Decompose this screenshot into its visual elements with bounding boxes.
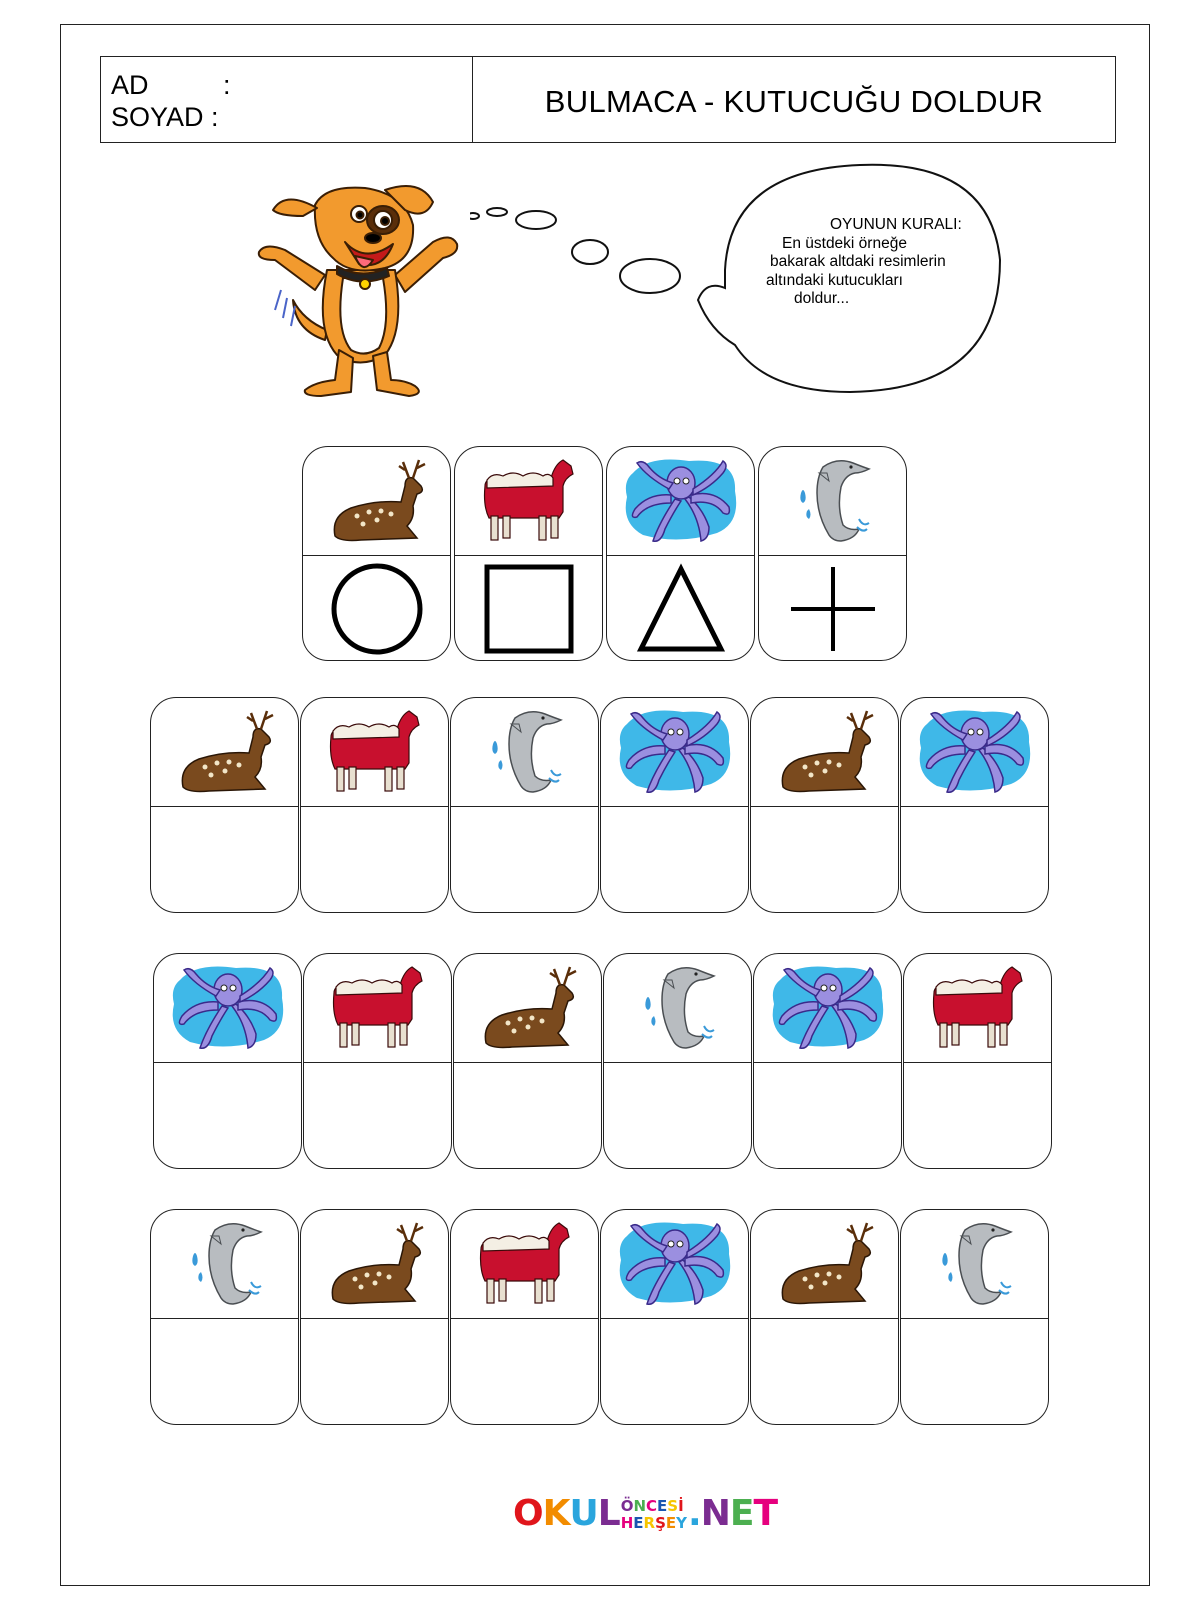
puzzle-picture xyxy=(154,954,301,1063)
answer-box[interactable] xyxy=(154,1063,301,1169)
answer-box[interactable] xyxy=(601,807,748,913)
answer-box[interactable] xyxy=(904,1063,1051,1169)
legend-picture xyxy=(303,447,450,556)
puzzle-row-1 xyxy=(150,697,1050,913)
answer-box[interactable] xyxy=(151,1319,298,1425)
deer-icon xyxy=(319,1219,431,1309)
answer-box[interactable] xyxy=(451,807,598,913)
worksheet-header xyxy=(100,56,1116,143)
puzzle-row-2 xyxy=(153,953,1053,1169)
answer-box[interactable] xyxy=(901,1319,1048,1425)
answer-box[interactable] xyxy=(601,1319,748,1425)
deer-icon xyxy=(472,963,584,1053)
puzzle-card-deer xyxy=(150,697,299,913)
triangle-shape-icon xyxy=(633,561,729,657)
dog-mascot-icon xyxy=(255,180,465,402)
answer-box[interactable] xyxy=(151,807,298,913)
logo-bottom: H E R Ş E Y xyxy=(620,1514,688,1532)
legend-card-llama xyxy=(454,446,603,661)
puzzle-picture xyxy=(601,1210,748,1319)
legend-key xyxy=(302,446,910,661)
puzzle-row-3 xyxy=(150,1209,1050,1425)
deer-icon xyxy=(169,707,281,797)
puzzle-card-deer xyxy=(453,953,602,1169)
puzzle-card-deer xyxy=(750,697,899,913)
answer-box[interactable] xyxy=(301,807,448,913)
puzzle-picture xyxy=(751,1210,898,1319)
answer-box[interactable] xyxy=(754,1063,901,1169)
game-rule xyxy=(766,216,1016,309)
puzzle-picture xyxy=(901,698,1048,807)
llama-icon xyxy=(922,963,1034,1053)
rule-line-1: En üstdeki örneğe xyxy=(782,234,907,252)
dolphin-icon xyxy=(485,704,565,800)
puzzle-card-dolphin xyxy=(603,953,752,1169)
worksheet-title: BULMACA - KUTUCUĞU DOLDUR xyxy=(544,83,1044,119)
puzzle-picture xyxy=(754,954,901,1063)
puzzle-card-deer xyxy=(750,1209,899,1425)
puzzle-picture xyxy=(601,698,748,807)
square-shape-icon xyxy=(481,561,577,657)
logo-part-okul: O K U L xyxy=(513,1493,620,1534)
dolphin-icon xyxy=(185,1216,265,1312)
puzzle-card-octopus xyxy=(753,953,902,1169)
puzzle-picture xyxy=(151,698,298,807)
logo-top: Ö N C E S İ xyxy=(620,1497,684,1515)
puzzle-picture xyxy=(454,954,601,1063)
puzzle-card-deer xyxy=(300,1209,449,1425)
rule-line-2: bakarak altdaki resimlerin xyxy=(770,253,946,270)
octopus-icon xyxy=(613,1216,737,1312)
octopus-icon xyxy=(613,704,737,800)
legend-shape xyxy=(759,556,906,661)
answer-box[interactable] xyxy=(604,1063,751,1169)
llama-icon xyxy=(469,1219,581,1309)
student-info xyxy=(101,57,473,142)
circle-shape-icon xyxy=(329,561,425,657)
logo-part-net: . N E T xyxy=(688,1493,777,1534)
puzzle-picture xyxy=(151,1210,298,1319)
name-row xyxy=(111,69,462,101)
puzzle-card-dolphin xyxy=(150,1209,299,1425)
puzzle-card-llama xyxy=(903,953,1052,1169)
answer-box[interactable] xyxy=(304,1063,451,1169)
dolphin-icon xyxy=(638,960,718,1056)
legend-picture xyxy=(759,447,906,556)
octopus-icon xyxy=(619,453,743,549)
site-logo xyxy=(513,1492,777,1532)
octopus-icon xyxy=(913,704,1037,800)
legend-shape xyxy=(303,556,450,661)
answer-box[interactable] xyxy=(751,807,898,913)
answer-box[interactable] xyxy=(454,1063,601,1169)
dolphin-icon xyxy=(935,1216,1015,1312)
puzzle-card-llama xyxy=(450,1209,599,1425)
answer-box[interactable] xyxy=(751,1319,898,1425)
deer-icon xyxy=(321,456,433,546)
puzzle-card-octopus xyxy=(153,953,302,1169)
deer-icon xyxy=(769,707,881,797)
name-colon: : xyxy=(223,70,231,100)
legend-card-octopus xyxy=(606,446,755,661)
octopus-icon xyxy=(766,960,890,1056)
puzzle-picture xyxy=(301,698,448,807)
deer-icon xyxy=(769,1219,881,1309)
llama-icon xyxy=(473,456,585,546)
puzzle-picture xyxy=(304,954,451,1063)
rule-line-4: doldur... xyxy=(794,290,850,307)
legend-picture xyxy=(607,447,754,556)
octopus-icon xyxy=(166,960,290,1056)
puzzle-card-llama xyxy=(300,697,449,913)
puzzle-card-llama xyxy=(303,953,452,1169)
answer-box[interactable] xyxy=(301,1319,448,1425)
dolphin-icon xyxy=(793,453,873,549)
puzzle-picture xyxy=(301,1210,448,1319)
llama-icon xyxy=(319,707,431,797)
llama-icon xyxy=(322,963,434,1053)
legend-picture xyxy=(455,447,602,556)
puzzle-picture xyxy=(451,1210,598,1319)
logo-stack xyxy=(621,1498,687,1532)
surname-label: SOYAD : xyxy=(111,102,219,132)
legend-card-dolphin xyxy=(758,446,907,661)
name-label: AD xyxy=(111,70,149,100)
puzzle-picture xyxy=(904,954,1051,1063)
puzzle-card-octopus xyxy=(600,697,749,913)
puzzle-picture xyxy=(901,1210,1048,1319)
puzzle-card-dolphin xyxy=(450,697,599,913)
legend-shape xyxy=(607,556,754,661)
legend-card-deer xyxy=(302,446,451,661)
puzzle-card-dolphin xyxy=(900,1209,1049,1425)
plus-shape-icon xyxy=(785,561,881,657)
surname-row xyxy=(111,101,462,133)
rule-line-3: altındaki kutucukları xyxy=(766,271,903,289)
rule-heading: OYUNUN KURALI: xyxy=(830,216,962,233)
legend-shape xyxy=(455,556,602,661)
puzzle-picture xyxy=(604,954,751,1063)
answer-box[interactable] xyxy=(451,1319,598,1425)
puzzle-card-octopus xyxy=(600,1209,749,1425)
puzzle-picture xyxy=(451,698,598,807)
puzzle-picture xyxy=(751,698,898,807)
answer-box[interactable] xyxy=(901,807,1048,913)
puzzle-card-octopus xyxy=(900,697,1049,913)
